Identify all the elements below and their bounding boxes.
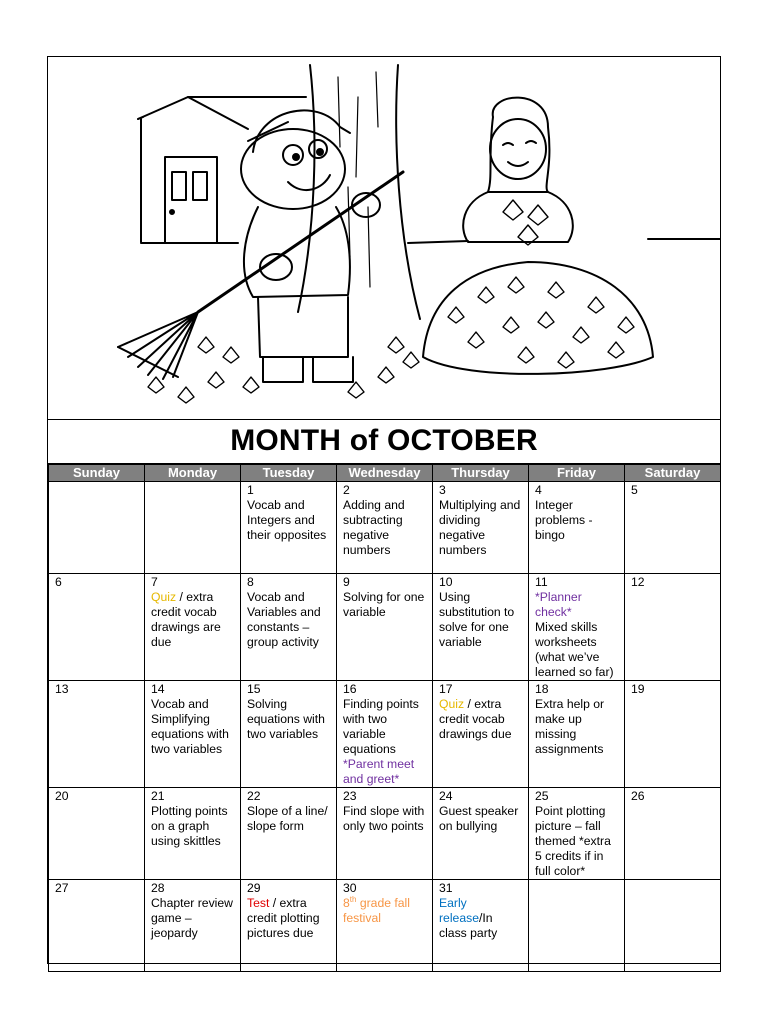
early-release-label: Early release bbox=[439, 896, 479, 925]
calendar-table bbox=[48, 464, 721, 972]
day-number: 11 bbox=[535, 575, 548, 589]
day-cell bbox=[529, 788, 625, 880]
day-cell bbox=[625, 681, 721, 788]
quiz-label: Quiz bbox=[439, 697, 465, 711]
day-cell bbox=[241, 681, 337, 788]
day-cell bbox=[49, 880, 145, 972]
day-number: 29 bbox=[247, 881, 261, 895]
day-number: 14 bbox=[151, 682, 165, 696]
day-number: 31 bbox=[439, 881, 453, 895]
title-row bbox=[48, 419, 720, 464]
day-text: Using substitution to solve for one variable bbox=[439, 590, 515, 649]
day-cell bbox=[433, 880, 529, 972]
day-number: 28 bbox=[151, 881, 165, 895]
day-text: Vocab and Simplifying equations with two variables bbox=[151, 697, 229, 756]
day-cell bbox=[49, 681, 145, 788]
calendar-title: MONTH of OCTOBER bbox=[230, 424, 538, 457]
weekday-header: Monday bbox=[145, 465, 241, 482]
parent-meet-label: *Parent meet and greet* bbox=[343, 757, 415, 786]
day-text: Find slope with only two points bbox=[343, 804, 425, 833]
day-number: 30 bbox=[343, 881, 357, 895]
day-text: / extra credit vocab drawings due bbox=[439, 697, 512, 741]
weekday-header: Sunday bbox=[49, 465, 145, 482]
day-text: Integer problems - bingo bbox=[535, 498, 593, 542]
festival-label bbox=[343, 896, 410, 925]
day-cell bbox=[433, 788, 529, 880]
weekday-header: Tuesday bbox=[241, 465, 337, 482]
day-text: Extra help or make up missing assignments bbox=[535, 697, 605, 756]
day-number: 19 bbox=[631, 682, 645, 696]
day-text: Finding points with two variable equations bbox=[343, 697, 419, 756]
weekday-header: Friday bbox=[529, 465, 625, 482]
day-cell bbox=[529, 681, 625, 788]
day-text: Guest speaker on bullying bbox=[439, 804, 519, 833]
day-cell bbox=[145, 574, 241, 681]
day-text: Multiplying and dividing negative numbers bbox=[439, 498, 521, 557]
day-text: /In class party bbox=[439, 911, 498, 940]
day-cell bbox=[145, 880, 241, 972]
weekday-header: Thursday bbox=[433, 465, 529, 482]
day-text: Adding and subtracting negative numbers bbox=[343, 498, 405, 557]
day-cell bbox=[241, 880, 337, 972]
day-number: 9 bbox=[343, 575, 350, 589]
day-cell bbox=[529, 574, 625, 681]
day-number: 18 bbox=[535, 682, 549, 696]
day-number: 10 bbox=[439, 575, 453, 589]
day-number: 20 bbox=[55, 789, 69, 803]
day-text: Slope of a line/ slope form bbox=[247, 804, 328, 833]
day-text: Point plotting picture – fall themed *extra 5 credits if in full color* bbox=[535, 804, 611, 878]
week-row bbox=[49, 880, 721, 972]
day-number: 1 bbox=[247, 483, 254, 497]
day-number: 8 bbox=[247, 575, 254, 589]
day-number: 21 bbox=[151, 789, 165, 803]
day-cell bbox=[433, 574, 529, 681]
day-cell bbox=[241, 574, 337, 681]
day-number: 3 bbox=[439, 483, 446, 497]
day-text: Solving equations with two variables bbox=[247, 697, 325, 741]
day-text: Mixed skills worksheets (what we’ve learned so far) bbox=[535, 620, 614, 679]
day-cell bbox=[337, 788, 433, 880]
day-text: Vocab and Integers and their opposites bbox=[247, 498, 327, 542]
test-label: Test bbox=[247, 896, 270, 910]
weekday-header-row bbox=[49, 465, 721, 482]
day-cell bbox=[625, 880, 721, 972]
festival-text: grade fall festival bbox=[343, 896, 410, 925]
day-number: 7 bbox=[151, 575, 158, 589]
week-row bbox=[49, 574, 721, 681]
day-number: 17 bbox=[439, 682, 453, 696]
day-number: 2 bbox=[343, 483, 350, 497]
day-cell bbox=[337, 880, 433, 972]
festival-grade: 8 bbox=[343, 896, 350, 910]
day-number: 22 bbox=[247, 789, 261, 803]
day-cell bbox=[145, 482, 241, 574]
day-cell bbox=[337, 681, 433, 788]
day-text: / extra credit plotting pictures due bbox=[247, 896, 320, 940]
day-text: Vocab and Variables and constants – group activity bbox=[247, 590, 321, 649]
day-cell bbox=[241, 788, 337, 880]
day-cell bbox=[529, 880, 625, 972]
day-number: 27 bbox=[55, 881, 69, 895]
day-text: Plotting points on a graph using skittles bbox=[151, 804, 228, 848]
planner-check-label: *Planner check* bbox=[535, 590, 582, 619]
day-cell bbox=[433, 681, 529, 788]
day-number: 15 bbox=[247, 682, 261, 696]
day-number: 25 bbox=[535, 789, 549, 803]
day-text: Solving for one variable bbox=[343, 590, 425, 619]
day-cell bbox=[433, 482, 529, 574]
day-number: 24 bbox=[439, 789, 453, 803]
festival-ordinal: th bbox=[349, 894, 357, 904]
day-number: 23 bbox=[343, 789, 357, 803]
week-row bbox=[49, 788, 721, 880]
day-number: 6 bbox=[55, 575, 62, 589]
day-cell bbox=[49, 482, 145, 574]
day-text: / extra credit vocab drawings are due bbox=[151, 590, 221, 649]
day-cell bbox=[49, 788, 145, 880]
day-cell bbox=[625, 482, 721, 574]
day-number: 16 bbox=[343, 682, 357, 696]
weekday-header: Wednesday bbox=[337, 465, 433, 482]
day-cell bbox=[241, 482, 337, 574]
day-cell bbox=[529, 482, 625, 574]
day-text: Chapter review game – jeopardy bbox=[151, 896, 233, 940]
day-cell bbox=[49, 574, 145, 681]
fall-leaves-illustration bbox=[48, 57, 720, 420]
day-number: 4 bbox=[535, 483, 542, 497]
day-number: 5 bbox=[631, 483, 638, 497]
quiz-label: Quiz bbox=[151, 590, 177, 604]
day-cell bbox=[145, 681, 241, 788]
day-cell bbox=[145, 788, 241, 880]
week-row bbox=[49, 681, 721, 788]
day-cell bbox=[625, 788, 721, 880]
day-number: 13 bbox=[55, 682, 69, 696]
day-number: 26 bbox=[631, 789, 645, 803]
day-number: 12 bbox=[631, 575, 645, 589]
week-row bbox=[49, 482, 721, 574]
day-cell bbox=[337, 574, 433, 681]
calendar-page bbox=[47, 56, 721, 964]
day-cell bbox=[625, 574, 721, 681]
day-cell bbox=[337, 482, 433, 574]
weekday-header: Saturday bbox=[625, 465, 721, 482]
